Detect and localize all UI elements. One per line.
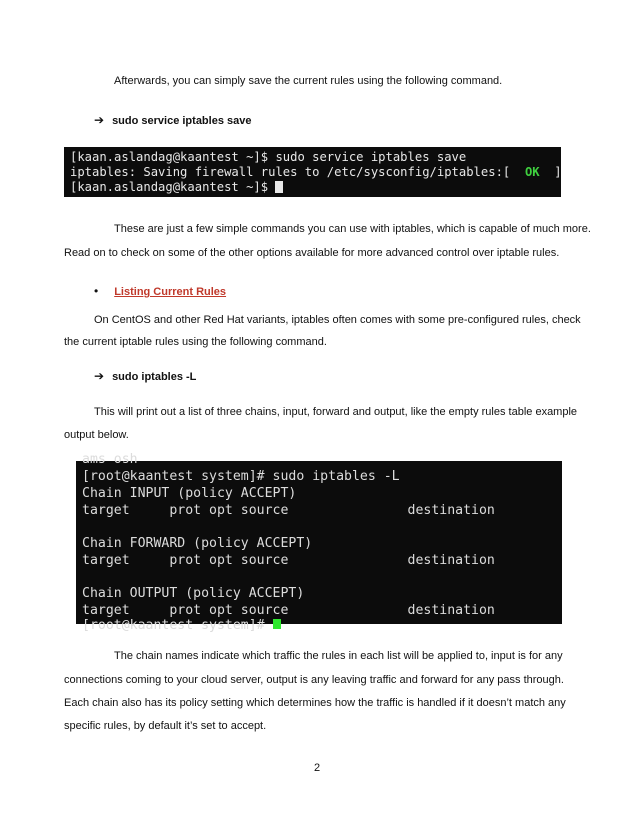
arrow-icon: ➔ xyxy=(94,113,105,127)
paragraph-chains-l1: This will print out a list of three chains, input, forward and output, like the empty rules table example xyxy=(94,406,578,418)
paragraph-centos-l2: the current iptable rules using the following command. xyxy=(64,336,327,348)
ok-status: OK xyxy=(524,165,540,179)
paragraph-final-l2: connections coming to your cloud server, output is any leaving traffic and forward for any pass through. xyxy=(64,674,564,686)
cursor-icon xyxy=(273,619,281,629)
bullet-heading-line xyxy=(94,284,226,299)
paragraph-final-l1: The chain names indicate which traffic the rules in each list will be applied to, input is for any xyxy=(114,650,563,662)
terminal-line: Chain FORWARD (policy ACCEPT) xyxy=(82,536,313,551)
terminal-partial-bottom: [root@kaantest system]# xyxy=(82,618,281,633)
terminal-screenshot-save xyxy=(64,147,561,197)
paragraph-chains-l2: output below. xyxy=(64,429,129,441)
command-list: sudo iptables -L xyxy=(112,371,197,383)
paragraph-more-l2: Read on to check on some of the other options available for more advanced control over iptable rules. xyxy=(64,247,560,259)
command-list-line xyxy=(94,369,196,384)
paragraph-save: Afterwards, you can simply save the current rules using the following command. xyxy=(114,75,503,87)
cursor-icon xyxy=(275,181,283,193)
terminal-line: [root@kaantest system]# sudo iptables -L xyxy=(82,469,400,484)
page-number: 2 xyxy=(314,762,321,774)
bullet-icon: • xyxy=(94,284,99,298)
command-save: sudo service iptables save xyxy=(112,115,252,127)
terminal-output-line: iptables: Saving firewall rules to /etc/sysconfig/iptables:[ OK ] xyxy=(70,165,562,179)
paragraph-centos-l1: On CentOS and other Red Hat variants, iptables often comes with some pre-configured rules, check xyxy=(94,314,581,326)
terminal-line: Chain OUTPUT (policy ACCEPT) xyxy=(82,586,305,601)
terminal-prompt-line: [kaan.aslandag@kaantest ~]$ sudo service iptables save xyxy=(70,150,467,164)
terminal-screenshot-list xyxy=(76,452,562,633)
terminal-partial-top: ams osh xyxy=(82,452,138,467)
heading-listing-rules[interactable]: Listing Current Rules xyxy=(114,286,227,298)
command-save-line xyxy=(94,113,251,128)
terminal-line: target prot opt source destination xyxy=(82,503,495,518)
paragraph-more-l1: These are just a few simple commands you can use with iptables, which is capable of much more. xyxy=(114,223,591,235)
terminal-line: target prot opt source destination xyxy=(82,553,495,568)
arrow-icon: ➔ xyxy=(94,369,105,383)
paragraph-final-l4: specific rules, by default it’s set to accept. xyxy=(64,720,267,732)
terminal-line: Chain INPUT (policy ACCEPT) xyxy=(82,486,297,501)
terminal-prompt-2: [kaan.aslandag@kaantest ~]$ xyxy=(70,180,283,194)
terminal-line: target prot opt source destination xyxy=(82,603,495,618)
paragraph-final-l3: Each chain also has its policy setting which determines how the traffic is handled if it doesn’t match any xyxy=(64,697,566,709)
